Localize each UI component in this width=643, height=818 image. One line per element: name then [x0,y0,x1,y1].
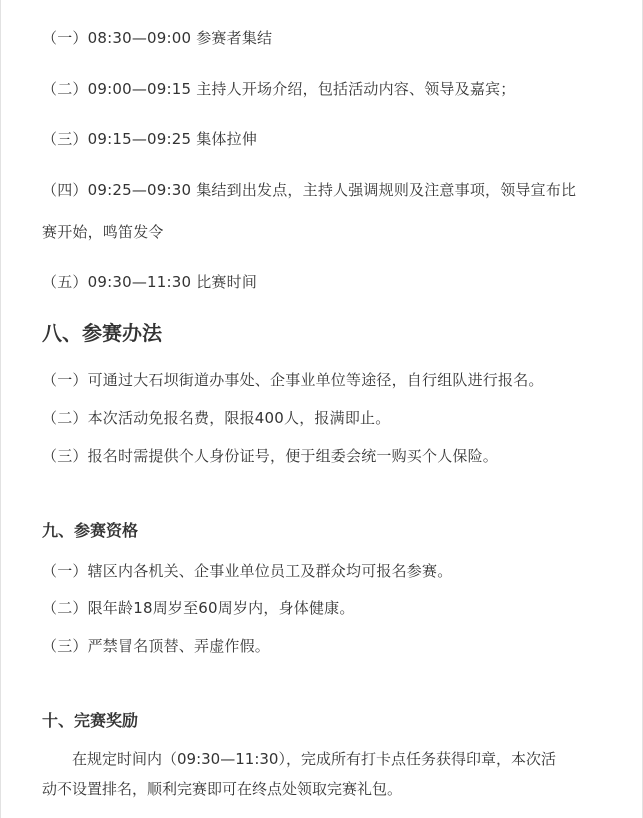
paragraph [42,744,602,804]
section-heading: 八、参赛办法 [42,321,162,345]
schedule-item: （二）09:00—09:15 主持人开场介绍，包括活动内容、领导及嘉宾； [42,80,516,98]
schedule-item: （四）09:25—09:30 集结到出发点，主持人强调规则及注意事项，领导宣布比 [42,181,577,199]
paragraph-line: 动不设置排名，顺利完赛即可在终点处领取完赛礼包。 [42,780,403,798]
list-item: （三）严禁冒名顶替、弄虚作假。 [42,637,271,655]
list-item: （一）可通过大石坝街道办事处、企事业单位等途径，自行组队进行报名。 [42,371,544,389]
section-heading: 十、完赛奖励 [42,711,139,730]
section-heading: 九、参赛资格 [42,521,139,540]
list-item: （三）报名时需提供个人身份证号，便于组委会统一购买个人保险。 [42,447,499,465]
list-item: （二）本次活动免报名费，限报400人，报满即止。 [42,409,391,427]
schedule-item-continuation: 赛开始，鸣笛发令 [42,223,164,241]
paragraph-line: 在规定时间内（09:30—11:30），完成所有打卡点任务获得印章，本次活 [72,750,556,768]
list-item: （一）辖区内各机关、企事业单位员工及群众均可报名参赛。 [42,562,453,580]
list-item: （二）限年龄18周岁至60周岁内，身体健康。 [42,599,355,617]
schedule-item: （一）08:30—09:00 参赛者集结 [42,29,273,47]
schedule-item: （三）09:15—09:25 集体拉伸 [42,130,258,148]
schedule-item: （五）09:30—11:30 比赛时间 [42,273,258,291]
